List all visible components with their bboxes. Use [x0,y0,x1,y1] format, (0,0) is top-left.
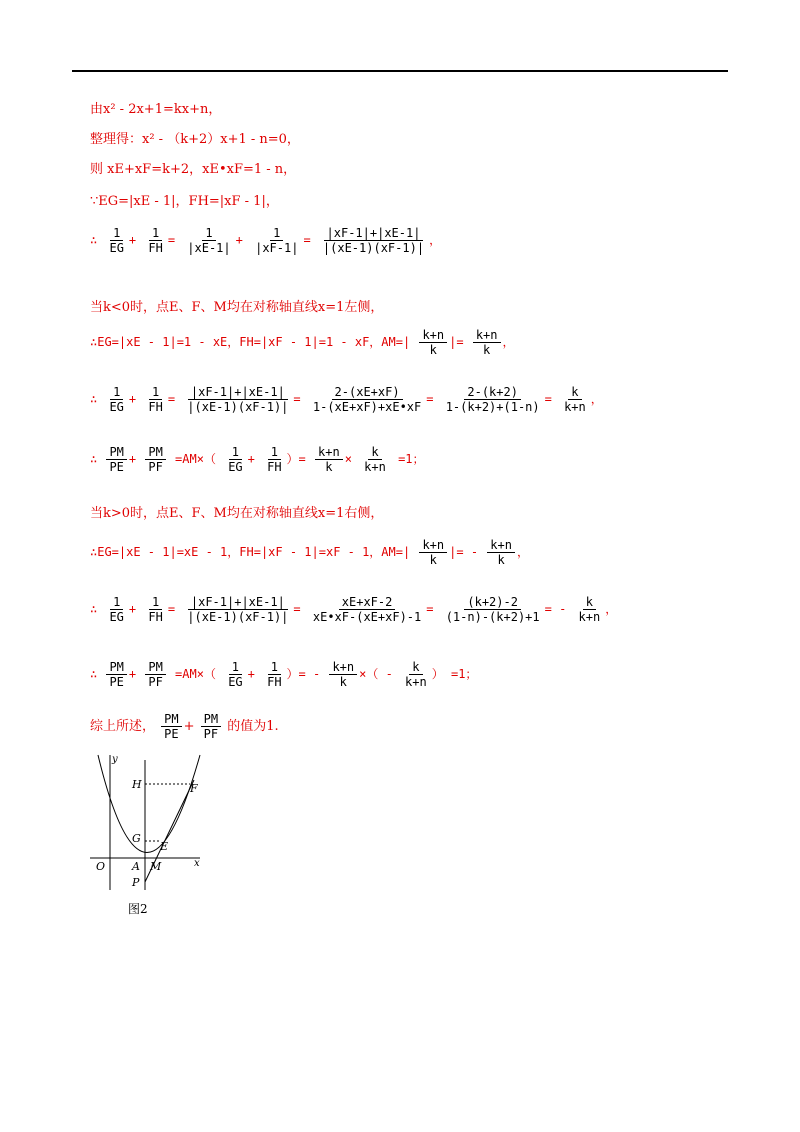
label-p: P [132,876,140,889]
parabola-figure [90,750,210,900]
equation-3: ∴ $\frac{1}{EG}$ + $\frac{1}{FH}$ = $\frac{|xF-1|+|xE-1|}{|(xE-1)(xF-1)|}$ = $\frac{2-(xE+xF)}{1-(xE+xF)+xE•xF}$ = $\frac{2-(k+2)}{1-(k+2)+(1-n)}$ = $\frac{k}{k+n}$ ， [90,385,603,414]
den: FH [148,400,163,414]
den: k [497,553,505,567]
num: PM [106,660,126,675]
den: PE [164,727,179,741]
den: |(xE-1)(xF-1)| [187,400,289,414]
den: k+n [364,460,386,474]
label-o: O [96,860,106,873]
label-g: G [132,832,141,845]
num: 1 [110,385,123,400]
text-line-3: 则 xE+xF=k+2，xE•xF=1 - n， [90,162,297,177]
therefore-symbol: ∴ [90,233,98,247]
den: |xE-1| [187,241,231,255]
num: k+n [473,328,501,343]
text-line-2: 整理得：x² - （k+2）x+1 - n=0， [90,132,300,147]
den: PF [148,675,163,689]
text-line-case1: 当k<0时，点E、F、M均在对称轴直线x=1左侧， [90,300,384,315]
text-line-case2: 当k>0时，点E、F、M均在对称轴直线x=1右侧， [90,506,384,521]
label-f: F [190,782,198,795]
conclusion-suffix: 的值为1. [227,719,279,734]
num: PM [161,712,181,727]
den: EG [109,610,124,624]
num: PM [106,445,126,460]
num: k+n [315,445,343,460]
label-e: E [160,840,169,853]
num: 1 [229,445,242,460]
eq4-end: =1； [398,452,425,466]
den: 1-(k+2)+(1-n) [445,400,540,414]
num: PM [145,660,165,675]
den: PE [109,460,124,474]
num: k+n [419,538,447,553]
text-line-4: ∵EG=|xE - 1|，FH=|xF - 1|， [90,194,279,209]
num: 1 [202,226,215,241]
num: |xF-1|+|xE-1| [188,385,288,400]
num: 1 [149,226,162,241]
label-x: x [194,858,200,869]
equation-6: ∴ $\frac{1}{EG}$ + $\frac{1}{FH}$ = $\frac{|xF-1|+|xE-1|}{|(xE-1)(xF-1)|}$ = $\frac{xE+xF-2}{xE•xF-(xE+xF)-1}$ = $\frac{(k+2)-2}{(1-n)-(k+2)+1}$ = - $\frac{k}{k+n}$ ， [90,595,618,624]
den: PF [148,460,163,474]
num: 1 [268,445,281,460]
num: 1 [110,595,123,610]
eq7-text: =AM×（ [175,667,216,681]
header-rule [72,70,728,72]
num: k+n [419,328,447,343]
num: 1 [268,660,281,675]
num: xE+xF-2 [339,595,396,610]
eq5-text: ∴EG=|xE - 1|=xE - 1，FH=|xF - 1|=xF - 1，AM=| [90,545,411,559]
label-a: A [132,860,140,873]
num: PM [201,712,221,727]
num: PM [145,445,165,460]
equation-7: ∴ $\frac{PM}{PE}$ + $\frac{PM}{PF}$ =AM×（ $\frac{1}{EG}$ + $\frac{1}{FH}$ ）= - $\frac{k+n}{k}$ ×（ - $\frac{k}{k+n}$ ） =1； [90,660,478,689]
num: 1 [149,385,162,400]
den: FH [267,460,282,474]
equation-1: ∴ $\frac{1}{EG}$ + $\frac{1}{FH}$ = $\frac{1}{|xE-1|}$ + $\frac{1}{|xF-1|}$ = $\frac{|xF-1|+|xE-1|}{|(xE-1)(xF-1)|}$ ， [90,226,442,255]
num: 2-(xE+xF) [332,385,403,400]
conclusion-line: 综上所述， $\frac{PM}{PE}$ + $\frac{PM}{PF}$ 的值为1. [90,712,279,741]
den: xE•xF-(xE+xF)-1 [312,610,422,624]
den: |xF-1| [255,241,299,255]
num: k+n [329,660,357,675]
num: |xF-1|+|xE-1| [324,226,424,241]
den: k [429,553,437,567]
num: |xF-1|+|xE-1| [188,595,288,610]
num: k+n [487,538,515,553]
num: k [583,595,596,610]
num: (k+2)-2 [464,595,521,610]
den: k [325,460,333,474]
num: 1 [110,226,123,241]
den: k [483,343,491,357]
num: 2-(k+2) [464,385,521,400]
den: EG [228,675,243,689]
den: EG [228,460,243,474]
den: PE [109,675,124,689]
den: FH [267,675,282,689]
den: k+n [564,400,586,414]
label-y: y [112,754,118,765]
den: k [429,343,437,357]
figure-caption: 图2 [128,902,148,916]
den: |(xE-1)(xF-1)| [322,241,425,255]
equation-4: ∴ $\frac{PM}{PE}$ + $\frac{PM}{PF}$ =AM×（ $\frac{1}{EG}$ + $\frac{1}{FH}$ ）= $\frac{k+n}{k}$ × $\frac{k}{k+n}$ =1； [90,445,425,474]
den: |(xE-1)(xF-1)| [187,610,289,624]
den: PF [203,727,219,741]
label-m: M [150,860,162,873]
label-h: H [132,778,142,791]
num: k [568,385,581,400]
parabola-curve [98,755,200,853]
den: k [339,675,347,689]
text-line-1: 由x² - 2x+1=kx+n， [90,102,222,117]
eq2-text: ∴EG=|xE - 1|=1 - xE，FH=|xF - 1|=1 - xF，AM=| [90,335,411,349]
den: FH [148,241,163,255]
num: 1 [270,226,283,241]
den: EG [109,241,124,255]
num: k [368,445,381,460]
den: 1-(xE+xF)+xE•xF [312,400,422,414]
conclusion-prefix: 综上所述， [90,719,156,734]
den: FH [148,610,163,624]
eq7-end: =1； [450,667,478,681]
num: 1 [149,595,162,610]
den: EG [109,400,124,414]
den: k+n [578,610,601,624]
num: k [409,660,422,675]
equation-5: ∴EG=|xE - 1|=xE - 1，FH=|xF - 1|=xF - 1，AM=| $\frac{k+n}{k}$ |= - $\frac{k+n}{k}$ ， [90,538,529,567]
num: 1 [229,660,242,675]
eq4-text: =AM×（ [175,452,216,466]
den: k+n [405,675,427,689]
equation-2: ∴EG=|xE - 1|=1 - xE，FH=|xF - 1|=1 - xF，AM=| $\frac{k+n}{k}$ |= $\frac{k+n}{k}$ ， [90,328,515,357]
den: (1-n)-(k+2)+1 [445,610,540,624]
